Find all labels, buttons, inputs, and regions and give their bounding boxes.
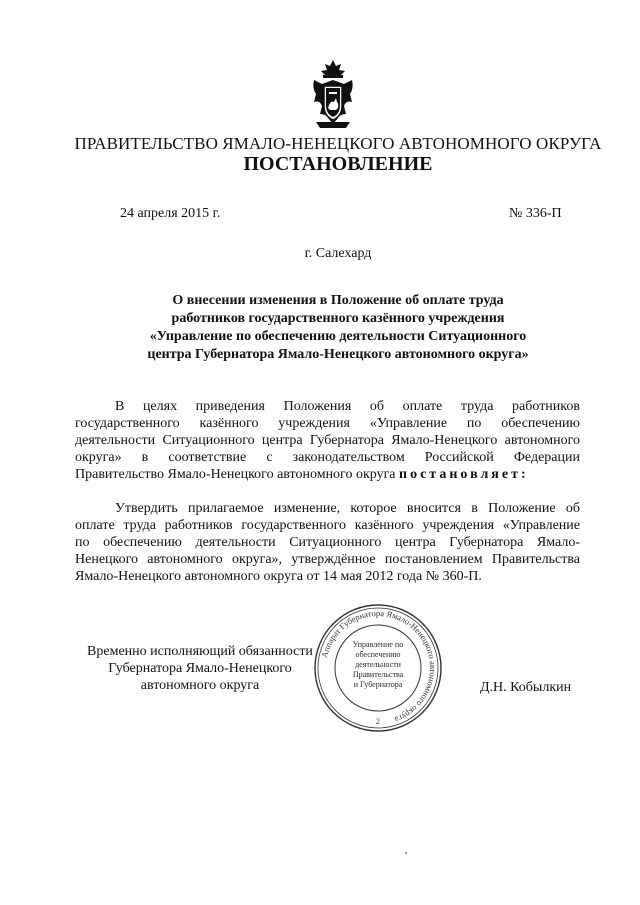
- title-line: работников государственного казённого учреждения: [171, 311, 505, 326]
- signatory-position: [75, 643, 325, 694]
- paragraph-line: по обеспечению деятельности Ситуационного центра Губернатора Ямало-: [75, 535, 580, 550]
- stamp-inner-text: [338, 640, 418, 690]
- position-line: Губернатора Ямало-Ненецкого: [108, 661, 292, 676]
- document-title: [120, 292, 556, 364]
- paragraph-line: оплате труда работников государственного казённого учреждения «Управление: [75, 518, 580, 533]
- signatory-name: Д.Н. Кобылкин: [480, 680, 572, 695]
- stamp-line: Управление по: [352, 640, 404, 649]
- stamp-number: 2: [376, 717, 380, 726]
- position-line: Временно исполняющий обязанности: [87, 644, 313, 659]
- government-name: ПРАВИТЕЛЬСТВО ЯМАЛО-НЕНЕЦКОГО АВТОНОМНОГО ОКРУГА: [74, 134, 602, 153]
- paragraph-line: Утвердить прилагаемое изменение, которое вносится в Положение об: [115, 501, 580, 516]
- stamp-ring-text: Аппарат Губернатора Ямало-Ненецкого автономного округа: [319, 607, 439, 725]
- resolution-verb: постановляет:: [399, 467, 529, 482]
- document-type: ПОСТАНОВЛЕНИЕ: [243, 153, 433, 175]
- stamp-line: Правительства: [352, 670, 404, 679]
- paragraph-line: округа» в соответствие с законодательством Российской Федерации: [75, 450, 580, 465]
- paragraph-line: государственного казённого учреждения «Управление по обеспечению: [75, 416, 580, 431]
- paragraph-line: [75, 466, 580, 483]
- paragraph-line: Ямало-Ненецкого автономного округа от 14 мая 2012 года № 360-П.: [75, 569, 482, 584]
- paragraph-line: деятельности Ситуационного центра Губернатора Ямало-Ненецкого автономного: [75, 433, 580, 448]
- stamp-line: обеспечению: [355, 650, 401, 659]
- scan-speck: [405, 852, 407, 854]
- title-line: О внесении изменения в Положение об оплате труда: [172, 293, 504, 308]
- title-line: центра Губернатора Ямало-Ненецкого автономного округа»: [147, 347, 529, 362]
- resolution-paragraph: [75, 500, 580, 585]
- preamble-paragraph: [75, 398, 580, 483]
- position-line: автономного округа: [140, 678, 260, 693]
- stamp-line: деятельности: [355, 660, 401, 669]
- paragraph-line: Ненецкого автономного округа», утверждённое постановлением Правительства: [75, 552, 580, 567]
- resolution-subject: Правительство Ямало-Ненецкого автономного округа: [75, 467, 396, 482]
- document-number: № 336-П: [509, 206, 562, 221]
- title-line: «Управление по обеспечению деятельности Ситуационного: [149, 329, 527, 344]
- document-date: 24 апреля 2015 г.: [120, 206, 221, 221]
- document-city: г. Салехард: [304, 246, 372, 261]
- stamp-line: и Губернатора: [353, 680, 403, 689]
- paragraph-line: В целях приведения Положения об оплате труда работников: [115, 399, 580, 414]
- coat-of-arms-icon: [310, 58, 356, 134]
